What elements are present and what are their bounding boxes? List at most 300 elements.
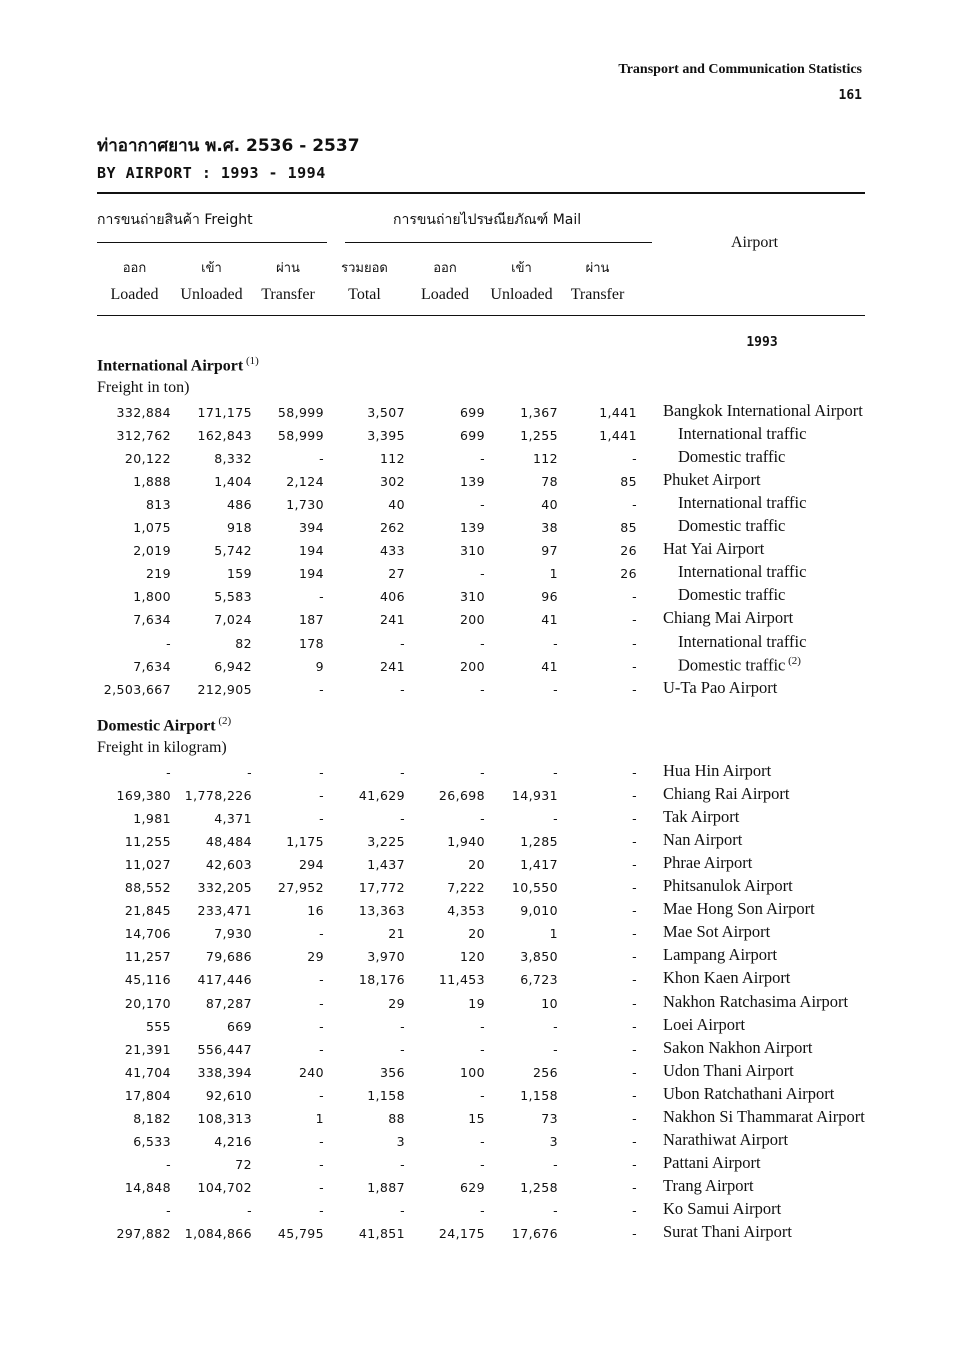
table-cell: - (480, 1156, 485, 1172)
table-cell: 26 (620, 543, 637, 559)
table-cell: 1,084,866 (184, 1226, 252, 1241)
airport-name (663, 1199, 781, 1219)
table-cell: 3,970 (367, 949, 405, 965)
airport-name (663, 922, 770, 942)
table-cell: 1,404 (214, 474, 252, 490)
table-cell: - (553, 1156, 558, 1172)
airport-name-text: Trang Airport (663, 1175, 754, 1195)
table-row (0, 585, 966, 608)
table-row (0, 1084, 966, 1107)
column-header-thai: ออก (433, 261, 457, 276)
table-cell: 356 (379, 1064, 405, 1080)
airport-name (663, 945, 777, 965)
table-cell: 1 (549, 926, 558, 942)
column-header-english: Unloaded (490, 286, 553, 303)
table-cell: 332,884 (116, 405, 171, 420)
column-header (558, 256, 637, 308)
table-cell: 9 (315, 658, 324, 674)
table-cell: 7,634 (133, 612, 171, 628)
table-cell: - (632, 903, 637, 919)
table-cell: - (319, 765, 324, 780)
table-cell: - (319, 788, 324, 804)
table-cell: - (319, 811, 324, 827)
table-cell: 297,882 (116, 1226, 171, 1241)
table-cell: 17,676 (511, 1226, 558, 1241)
table-cell: 85 (620, 520, 637, 536)
table-cell: - (400, 1156, 405, 1172)
table-cell: 212,905 (197, 681, 252, 697)
table-cell: 1,437 (367, 857, 405, 873)
table-row (0, 761, 966, 784)
table-row (0, 899, 966, 922)
header-bottom-rule (97, 315, 865, 316)
table-row (0, 807, 966, 830)
table-cell: 1,258 (520, 1179, 558, 1195)
airport-name-text: Nan Airport (663, 830, 743, 850)
column-header (324, 256, 405, 308)
table-cell: 294 (298, 857, 324, 873)
airport-name-text: Ubon Ratchathani Airport (663, 1083, 835, 1103)
table-cell: 233,471 (197, 903, 252, 919)
table-cell: - (480, 811, 485, 827)
table-cell: 27 (388, 566, 405, 582)
table-cell: 169,380 (116, 788, 171, 804)
table-cell: 108,313 (197, 1110, 252, 1126)
table-cell: - (632, 681, 637, 697)
airport-header: Airport (731, 234, 779, 251)
table-cell: 58,999 (277, 428, 324, 444)
column-header-thai: ออก (122, 261, 147, 276)
airport-name (663, 1015, 745, 1035)
airport-name (663, 830, 742, 850)
table-cell: - (632, 1064, 637, 1080)
table-row (0, 516, 966, 539)
table-cell: 486 (226, 497, 252, 513)
table-cell: 26,698 (438, 788, 485, 804)
airport-name-text: Nakhon Si Thammarat Airport (663, 1106, 865, 1126)
table-cell: 17,772 (358, 880, 405, 896)
table-cell: 1,255 (520, 428, 558, 444)
table-cell: 88 (388, 1110, 405, 1126)
airport-name-text: International traffic (678, 493, 807, 513)
table-cell: - (632, 589, 637, 605)
table-row (0, 447, 966, 470)
table-cell: - (319, 926, 324, 942)
table-cell: 394 (298, 520, 324, 536)
table-cell: - (319, 1133, 324, 1149)
table-cell: - (400, 765, 405, 780)
table-cell: - (480, 497, 485, 513)
table-cell: 1,981 (133, 811, 171, 827)
table-cell: - (400, 1041, 405, 1057)
table-cell: 433 (379, 543, 405, 559)
year-label: 1993 (746, 335, 778, 350)
page-number: 161 (838, 88, 862, 103)
table-cell: - (553, 681, 558, 697)
table-cell: 11,453 (438, 972, 485, 988)
table-cell: 200 (459, 658, 485, 674)
table-cell: 72 (235, 1156, 252, 1172)
airport-name-text: Surat Thani Airport (663, 1222, 792, 1241)
table-cell: - (480, 635, 485, 651)
table-cell: 194 (298, 543, 324, 559)
airport-name-text: Udon Thani Airport (663, 1060, 794, 1080)
table-cell: 48,484 (205, 834, 252, 850)
table-row (0, 1153, 966, 1176)
table-cell: - (632, 1133, 637, 1149)
table-row (0, 539, 966, 562)
table-row (0, 1130, 966, 1153)
airport-note: (2) (785, 654, 801, 667)
table-cell: 139 (459, 520, 485, 536)
airport-name-text: Pattani Airport (663, 1152, 761, 1172)
table-cell: 97 (541, 543, 558, 559)
table-cell: 42,603 (205, 857, 252, 873)
table-cell: - (632, 834, 637, 850)
table-cell: 139 (459, 474, 485, 490)
table-top-rule (97, 192, 865, 194)
airport-name-text: Narathiwat Airport (663, 1129, 789, 1149)
table-cell: 96 (541, 589, 558, 605)
table-row (0, 1038, 966, 1061)
table-cell: - (632, 497, 637, 513)
table-row (0, 678, 966, 701)
table-cell: - (319, 1179, 324, 1195)
table-cell: 1,158 (367, 1087, 405, 1103)
table-cell: 8,332 (214, 451, 252, 467)
table-cell: - (632, 451, 637, 467)
column-header-english: Loaded (110, 286, 159, 303)
series-title: Transport and Communication Statistics (618, 62, 862, 77)
table-row (0, 608, 966, 631)
airport-name (663, 876, 793, 896)
table-row (0, 876, 966, 899)
table-cell: 1,887 (367, 1179, 405, 1195)
table-cell: 78 (541, 474, 558, 490)
column-header-thai: เข้า (511, 261, 532, 276)
airport-name-text: Phrae Airport (663, 853, 753, 873)
table-cell: - (632, 880, 637, 896)
airport-name-text: Ko Samui Airport (663, 1198, 782, 1218)
table-row (0, 1061, 966, 1084)
table-cell: 699 (459, 405, 485, 420)
table-cell: 312,762 (116, 428, 171, 444)
table-cell: - (166, 1156, 171, 1172)
table-cell: - (480, 765, 485, 780)
airport-name (663, 807, 739, 827)
column-header-english: Total (348, 286, 381, 303)
table-cell: - (400, 811, 405, 827)
table-cell: 1,888 (133, 474, 171, 490)
airport-name-text: Domestic traffic (678, 447, 786, 467)
section-note: (2) (215, 715, 232, 727)
table-cell: - (400, 1018, 405, 1034)
table-cell: 187 (298, 612, 324, 628)
freight-group-rule (97, 242, 327, 243)
table-cell: - (400, 681, 405, 697)
airport-name (678, 447, 785, 467)
table-row (0, 470, 966, 493)
table-cell: - (632, 1226, 637, 1241)
table-cell: 1,940 (447, 834, 485, 850)
table-cell: 240 (298, 1064, 324, 1080)
airport-name (663, 470, 761, 490)
table-row (0, 853, 966, 876)
table-cell: - (480, 681, 485, 697)
table-cell: - (553, 1018, 558, 1034)
table-cell: - (632, 1156, 637, 1172)
airport-name (663, 1038, 812, 1058)
table-row (0, 1222, 966, 1245)
table-cell: 58,999 (277, 405, 324, 420)
table-cell: 104,702 (197, 1179, 252, 1195)
table-cell: 1,158 (520, 1087, 558, 1103)
mail-group-rule (345, 242, 652, 243)
table-cell: - (632, 1041, 637, 1057)
table-cell: 5,742 (214, 543, 252, 559)
table-row (0, 992, 966, 1015)
column-header (405, 256, 485, 308)
table-cell: - (553, 1202, 558, 1218)
table-cell: - (632, 1202, 637, 1218)
table-cell: 100 (459, 1064, 485, 1080)
section-title-text: International Airport (97, 357, 244, 375)
table-cell: - (166, 635, 171, 651)
table-cell: - (553, 635, 558, 651)
airport-name-text: Sakon Nakhon Airport (663, 1037, 813, 1057)
table-cell: 20 (468, 857, 485, 873)
airport-name (663, 784, 790, 804)
airport-name-text: Hat Yai Airport (663, 539, 765, 559)
airport-name (663, 1061, 794, 1081)
table-cell: - (632, 788, 637, 804)
airport-name (663, 539, 764, 559)
table-cell: - (319, 681, 324, 697)
table-cell: 194 (298, 566, 324, 582)
table-cell: 88,552 (124, 880, 171, 896)
table-cell: 3,225 (367, 834, 405, 850)
table-cell: - (319, 972, 324, 988)
table-cell: 302 (379, 474, 405, 490)
table-cell: 4,353 (447, 903, 485, 919)
airport-name (678, 424, 806, 444)
table-cell: - (480, 1087, 485, 1103)
table-cell: 4,216 (214, 1133, 252, 1149)
airport-name (663, 1176, 754, 1196)
airport-name-text: Phuket Airport (663, 470, 761, 490)
table-row (0, 424, 966, 447)
table-cell: 1,175 (286, 834, 324, 850)
table-cell: 1,417 (520, 857, 558, 873)
table-cell: 41,629 (358, 788, 405, 804)
airport-name (678, 632, 806, 652)
table-row (0, 632, 966, 655)
table-cell: 3,395 (367, 428, 405, 444)
airport-name-text: Hua Hin Airport (663, 761, 772, 780)
table-cell: - (319, 1202, 324, 1218)
table-cell: 21 (388, 926, 405, 942)
table-cell: 10 (541, 995, 558, 1011)
table-cell: 241 (379, 658, 405, 674)
section-title (97, 355, 259, 375)
table-cell: - (319, 1156, 324, 1172)
table-cell: 14,931 (511, 788, 558, 804)
table-cell: 3 (396, 1133, 405, 1149)
table-row (0, 784, 966, 807)
table-cell: 6,942 (214, 658, 252, 674)
airport-name-text: Lampang Airport (663, 945, 778, 965)
table-row (0, 1176, 966, 1199)
table-row (0, 968, 966, 991)
table-cell: 162,843 (197, 428, 252, 444)
airport-name (663, 401, 863, 421)
table-cell: 813 (145, 497, 171, 513)
table-cell: 310 (459, 589, 485, 605)
table-cell: - (632, 857, 637, 873)
table-cell: - (632, 1018, 637, 1034)
table-cell: 1,367 (520, 405, 558, 420)
table-cell: - (480, 1018, 485, 1034)
table-cell: 629 (459, 1179, 485, 1195)
table-row (0, 830, 966, 853)
table-cell: 38 (541, 520, 558, 536)
section-title (97, 715, 231, 735)
table-cell: 112 (379, 451, 405, 467)
airport-name-text: Loei Airport (663, 1014, 746, 1034)
airport-name-text: International traffic (678, 562, 807, 582)
airport-name-text: Tak Airport (663, 807, 740, 827)
table-cell: 26 (620, 566, 637, 582)
table-cell: - (553, 765, 558, 780)
table-cell: - (632, 1110, 637, 1126)
airport-name (663, 608, 793, 628)
table-cell: 11,255 (124, 834, 171, 850)
table-cell: - (319, 1041, 324, 1057)
table-cell: - (480, 1202, 485, 1218)
airport-name (663, 1107, 865, 1127)
airport-name-text: Nakhon Ratchasima Airport (663, 991, 849, 1011)
table-cell: 5,583 (214, 589, 252, 605)
table-cell: - (400, 635, 405, 651)
column-header (485, 256, 558, 308)
table-cell: 11,257 (124, 949, 171, 965)
airport-name (663, 1130, 788, 1150)
table-cell: 40 (541, 497, 558, 513)
airport-name-text: Bangkok International Airport (663, 401, 863, 420)
table-cell: 21,845 (124, 903, 171, 919)
table-cell: - (632, 995, 637, 1011)
title-thai: ท่าอากาศยาน พ.ศ. 2536 - 2537 (97, 136, 360, 156)
airport-name (663, 1222, 792, 1242)
table-cell: 3 (549, 1133, 558, 1149)
table-cell: 41,704 (124, 1064, 171, 1080)
table-cell: 1,285 (520, 834, 558, 850)
table-cell: 15 (468, 1110, 485, 1126)
airport-name (663, 761, 771, 781)
airport-name-text: Domestic traffic (678, 585, 786, 605)
table-cell: 19 (468, 995, 485, 1011)
table-cell: - (553, 1041, 558, 1057)
table-cell: 120 (459, 949, 485, 965)
table-cell: 1,730 (286, 497, 324, 513)
airport-name-text: Phitsanulok Airport (663, 876, 793, 896)
table-cell: 262 (379, 520, 405, 536)
table-cell: 41 (541, 612, 558, 628)
table-cell: 219 (145, 566, 171, 582)
table-cell: 7,634 (133, 658, 171, 674)
table-cell: 9,010 (520, 903, 558, 919)
table-cell: - (632, 1087, 637, 1103)
table-cell: 918 (226, 520, 252, 536)
column-header-english: Unloaded (180, 286, 243, 303)
table-cell: 417,446 (197, 972, 252, 988)
airport-name (678, 562, 806, 582)
section-unit: Freight in ton) (97, 379, 190, 396)
table-cell: 24,175 (438, 1226, 485, 1241)
airport-name-text: Khon Kaen Airport (663, 968, 791, 988)
table-cell: 16 (307, 903, 324, 919)
table-cell: 27,952 (277, 880, 324, 896)
table-cell: - (632, 658, 637, 674)
table-cell: 338,394 (197, 1064, 252, 1080)
table-cell: 1,441 (599, 428, 637, 444)
table-cell: - (400, 1202, 405, 1218)
mail-group-header: การขนถ่ายไปรษณียภัณฑ์ Mail (393, 212, 582, 228)
column-header-thai: ผ่าน (585, 261, 610, 276)
section-note: (1) (243, 355, 259, 367)
column-header (98, 256, 171, 308)
table-cell: 45,795 (277, 1226, 324, 1241)
table-cell: - (632, 765, 637, 780)
table-cell: - (319, 589, 324, 605)
airport-name (663, 678, 777, 698)
table-cell: 14,706 (124, 926, 171, 942)
table-row (0, 922, 966, 945)
table-cell: 3,507 (367, 405, 405, 420)
table-cell: 29 (307, 949, 324, 965)
table-cell: 79,686 (205, 949, 252, 965)
table-cell: 7,024 (214, 612, 252, 628)
airport-name (678, 516, 785, 536)
table-cell: - (319, 1018, 324, 1034)
table-cell: 1,075 (133, 520, 171, 536)
column-header-english: Transfer (261, 286, 315, 303)
table-row (0, 562, 966, 585)
table-cell: 41,851 (358, 1226, 405, 1241)
airport-name-text: International traffic (678, 424, 807, 444)
airport-name (663, 1084, 834, 1104)
table-cell: 159 (226, 566, 252, 582)
section-title-text: Domestic Airport (97, 717, 216, 735)
table-cell: - (319, 1087, 324, 1103)
column-header-thai: ผ่าน (276, 261, 300, 276)
table-cell: 669 (226, 1018, 252, 1034)
table-cell: 2,019 (133, 543, 171, 559)
airport-name-text: Domestic traffic (678, 516, 786, 536)
table-cell: - (166, 765, 171, 780)
table-cell: 10,550 (511, 880, 558, 896)
table-cell: 87,287 (205, 995, 252, 1011)
airport-name (663, 853, 752, 873)
table-cell: - (480, 451, 485, 467)
table-row (0, 493, 966, 516)
table-cell: - (632, 926, 637, 942)
table-cell: 20,122 (124, 451, 171, 467)
table-row (0, 1199, 966, 1222)
title-english: BY AIRPORT : 1993 - 1994 (97, 164, 326, 182)
table-cell: 41 (541, 658, 558, 674)
table-cell: - (632, 811, 637, 827)
